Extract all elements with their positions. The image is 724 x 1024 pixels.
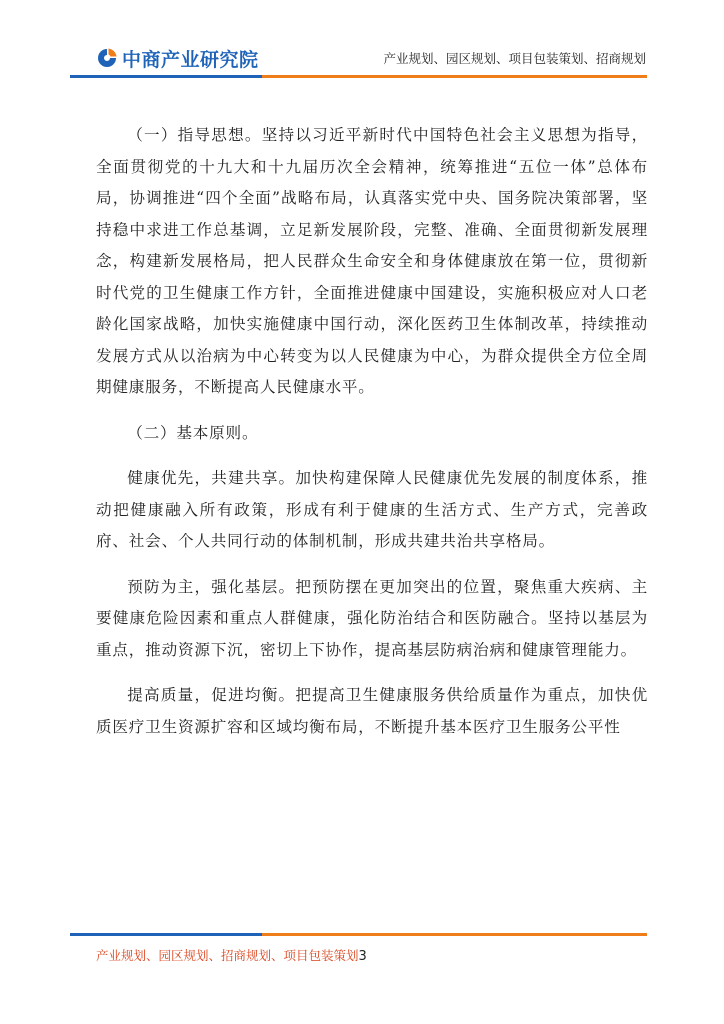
header-divider-blue xyxy=(70,75,266,78)
header-divider-orange xyxy=(262,75,647,78)
paragraph-quality-balance: 提高质量，促进均衡。把提高卫生健康服务供给质量作为重点，加快优质医疗卫生资源扩容和区域均衡布局，不断提升基本医疗卫生服务公平性 xyxy=(96,686,648,736)
company-logo xyxy=(96,45,259,71)
page-header xyxy=(0,0,724,80)
document-body xyxy=(96,120,648,757)
logo-text: 中商产业研究院 xyxy=(122,48,259,71)
footer-text: 产业规划、园区规划、招商规划、项目包装策划 xyxy=(96,948,359,963)
page-number: 3 xyxy=(358,949,367,964)
page-footer xyxy=(96,946,367,964)
paragraph-basic-principles-heading: （二）基本原则。 xyxy=(127,423,259,442)
footer-divider-blue xyxy=(70,933,266,936)
logo-icon xyxy=(96,47,118,69)
header-tagline: 产业规划、园区规划、项目包装策划、招商规划 xyxy=(383,51,646,66)
paragraph-health-priority: 健康优先，共建共享。加快构建保障人民健康优先发展的制度体系，推动把健康融入所有政策，形成有利于健康的生活方式、生产方式，完善政府、社会、个人共同行动的体制机制，形成共建共治共享格局。 xyxy=(96,469,648,550)
paragraph-guiding-ideology: （一）指导思想。坚持以习近平新时代中国特色社会主义思想为指导，全面贯彻党的十九大和十九届历次全会精神，统筹推进“五位一体”总体布局，协调推进“四个全面”战略布局，认真落实党中央、国务院决策部署，坚持稳中求进工作总基调，立足新发展阶段，完整、准确、全面贯彻新发展理念，构建新发展格局，把人民群众生命安全和身体健康放在第一位，贯彻新时代党的卫生健康工作方针，全面推进健康中国建设，实施积极应对人口老龄化国家战略，加快实施健康中国行动，深化医药卫生体制改革，持续推动发展方式从以治病为中心转变为以人民健康为中心，为群众提供全方位全周期健康服务，不断提高人民健康水平。 xyxy=(96,126,648,396)
paragraph-prevention-first: 预防为主，强化基层。把预防摆在更加突出的位置，聚焦重大疾病、主要健康危险因素和重点人群健康，强化防治结合和医防融合。坚持以基层为重点，推动资源下沉，密切上下协作，提高基层防病治病和健康管理能力。 xyxy=(96,577,648,659)
footer-divider-orange xyxy=(262,933,647,936)
